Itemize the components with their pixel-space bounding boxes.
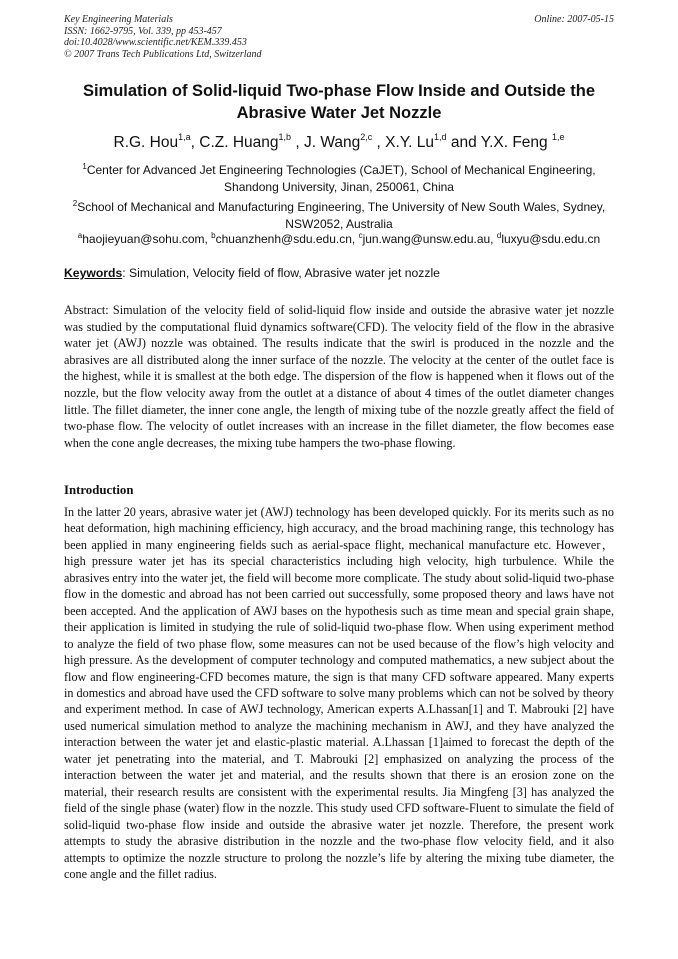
- author-sup: 1,a: [178, 132, 191, 142]
- keywords: [64, 266, 614, 280]
- email-list: [40, 231, 638, 246]
- email-link[interactable]: jun.wang@unsw.edu.au,: [362, 232, 497, 246]
- author-sup: 1,b: [278, 132, 292, 142]
- author-sep: ,: [190, 134, 200, 151]
- author-name: X.Y. Lu: [385, 134, 435, 151]
- abstract: Abstract: Simulation of the velocity field of solid-liquid flow inside and outside the abrasive water jet nozzle was studied by the computational fluid dynamics software(CFD). The velocity field of the flow in the abrasive water jet (AWJ) nozzle was obtained. The results indicate that the swirl is produced in the nozzle and the abrasives are all distributed along the inner surface of the nozzle. The velocity at the center of the outlet face is the highest, while it is smallest at the both edge. The dispersion of the flow is happened when it flows out of the nozzle, but the flow velocity away from the outlet at a distance of about 4 times of the outlet diameter changes little. The fillet diameter, the inner cone angle, the length of mixing tube of the nozzle greatly affect the field of two-phase flow. The velocity of outlet increases with an increase in the fillet diameter, the flow becomes ease when the cone angle decreases, the mixing tube hampers the two-phase flowing.: [64, 303, 614, 450]
- author-4: [385, 134, 481, 151]
- paper-title: Simulation of Solid-liquid Two-phase Flow Inside and Outside the Abrasive Water Jet Nozzle: [82, 82, 596, 122]
- email-link[interactable]: chuanzhenh@sdu.edu.cn,: [215, 232, 359, 246]
- author-list: [40, 132, 638, 152]
- author-name: R.G. Hou: [113, 134, 179, 151]
- email-sup: b: [211, 231, 216, 240]
- author-name: C.Z. Huang: [199, 134, 279, 151]
- affiliation-1: [64, 158, 614, 196]
- section-heading-introduction: Introduction: [64, 483, 134, 497]
- introduction-text: In the latter 20 years, abrasive water jet (AWJ) technology has been developed quickly. For its merits such as no heat deformation, high machining efficiency, high accuracy, and the broad machining range, this technology has been applied in many engineering fields such as aerial-space flight, mechanical manufacture etc. However， high pressure water jet has its special characteristics including high velocity, high turbulence. While the abrasives entry into the water jet, the field will become more complicate. The study about solid-liquid two-phase flow in the domestic and abroad has not been carried out successfully, some proposed theory and laws have not been accepted. And the application of AWJ bases on the hypothesis such as time mean and special grain shape, their application is limited in studying the rule of solid-liquid two-phase flow. When using experiment method to analyze the field of two phase flow, some measures can not be used because of the flow’s high velocity and high pressure. As the development of computer technology and computed mathematics, a new subject about the flow and flow engineering-CFD becomes mature, the sign is that many CFD software appeared. Many experts in domestics and abroad have used the CFD software to solve many problems which can not be solved by theory and experiment method. In case of AWJ technology, American experts A.Lhassan[1] and T. Mabrouki [2] have used numerical simulation method to analyze the machining mechanism in AWJ, and they have analyzed the interaction between the water jet and elastic-plastic material. A.Lhassan [1]aimed to forecast the depth of the water jet penetrating into the material, and T. Mabrouki [2] emphasized on analyzing the process of the interaction between the water jet and material, and the results shown that there is an erosion zone on the material, their research results are consistent with the experimental results. Jia Mingfeng [3] has analyzed the field of the single phase (water) flow in the nozzle. This study used CFD software-Fluent to simulate the field of solid-liquid two-phase flow inside and outside the abrasive water jet nozzle. Therefore, the present work attempts to study the abrasive distribution in the nozzle and the two-phase flow velocity field, and it also attempts to optimize the nozzle structure to prolong the nozzle’s life by altering the mixing tube diameter, the cone angle and the fillet radius.: [64, 505, 614, 881]
- issn-line: ISSN: 1662-9795, Vol. 339, pp 453-457: [64, 25, 222, 37]
- doi-line: doi:10.4028/www.scientific.net/KEM.339.453: [64, 37, 247, 48]
- author-sup: 1,e: [551, 132, 565, 142]
- author-1: [114, 134, 200, 151]
- author-sep: and: [446, 134, 481, 151]
- email-sup: c: [358, 231, 363, 240]
- keywords-label: Keywords: [64, 266, 123, 280]
- online-date: Online: 2007-05-15: [534, 14, 614, 25]
- affiliation-text: School of Mechanical and Manufacturing Engineering, The University of New South Wales, Sydney, NSW2052, Australia: [77, 200, 606, 231]
- keywords-text: : Simulation, Velocity field of flow, Abrasive water jet nozzle: [122, 266, 440, 280]
- email-link[interactable]: luxyu@sdu.edu.cn: [501, 232, 601, 246]
- author-sep: ,: [291, 134, 304, 151]
- affiliation-sup: 1: [82, 162, 87, 171]
- journal-header: [64, 14, 384, 60]
- journal-name: Key Engineering Materials: [64, 14, 173, 25]
- author-3: [304, 134, 385, 151]
- email-link[interactable]: haojieyuan@sohu.com,: [82, 232, 212, 246]
- affiliation-text: Center for Advanced Jet Engineering Technologies (CaJET), School of Mechanical Engineering, Shandong University, Jinan, 250061, China: [86, 163, 596, 194]
- author-2: [199, 134, 304, 151]
- copyright-line: © 2007 Trans Tech Publications Ltd, Switzerland: [64, 48, 262, 60]
- email-sup: a: [77, 231, 83, 240]
- author-name: J. Wang: [303, 134, 361, 151]
- affiliation-sup: 2: [72, 199, 78, 208]
- author-sup: 1,d: [434, 132, 447, 142]
- author-sep: ,: [372, 134, 386, 151]
- affiliation-2: [64, 195, 614, 233]
- author-5: [481, 134, 565, 151]
- email-sup: d: [496, 231, 502, 240]
- author-sup: 2,c: [360, 132, 373, 142]
- author-name: Y.X. Feng: [480, 134, 552, 151]
